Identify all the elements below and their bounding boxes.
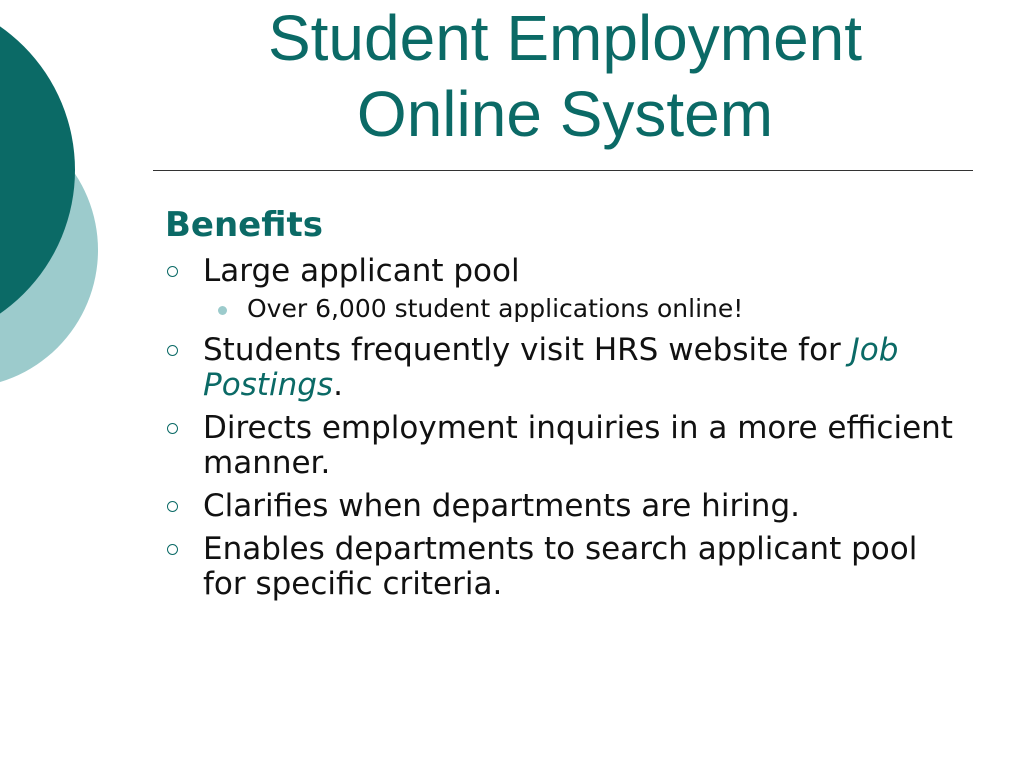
list-item xyxy=(165,532,965,602)
list-item-text: Directs employment inquiries in a more efficient manner. xyxy=(203,410,953,481)
hollow-circle-icon xyxy=(167,266,178,277)
section-heading: Benefits xyxy=(165,205,323,245)
title-line-1: Student Employment xyxy=(267,2,863,74)
hollow-circle-icon xyxy=(167,501,178,512)
job-postings-link[interactable]: Job Postings xyxy=(203,332,899,403)
title-line-2: Online System xyxy=(356,78,774,150)
list-item-punctuation: . xyxy=(333,367,343,403)
sub-list-item xyxy=(203,293,965,325)
list-item-text: Clarifies when departments are hiring. xyxy=(203,488,800,524)
list-item-text: Students frequently visit HRS website for xyxy=(203,332,841,368)
hollow-circle-icon xyxy=(167,544,178,555)
list-item xyxy=(165,254,965,325)
list-item xyxy=(165,333,965,403)
slide-title xyxy=(150,0,980,152)
list-item-text: Large applicant pool xyxy=(203,253,520,289)
filled-dot-icon xyxy=(218,306,227,315)
sub-bullet-list xyxy=(203,293,965,325)
title-divider xyxy=(153,170,973,171)
hollow-circle-icon xyxy=(167,423,178,434)
decorative-circles xyxy=(0,0,120,420)
sub-list-item-text: Over 6,000 student applications online! xyxy=(247,294,744,323)
list-item xyxy=(165,411,965,481)
bullet-list xyxy=(165,254,965,602)
list-item-text: Enables departments to search applicant pool for specific criteria. xyxy=(203,531,918,602)
hollow-circle-icon xyxy=(167,345,178,356)
slide-body xyxy=(165,202,965,610)
list-item xyxy=(165,489,965,524)
